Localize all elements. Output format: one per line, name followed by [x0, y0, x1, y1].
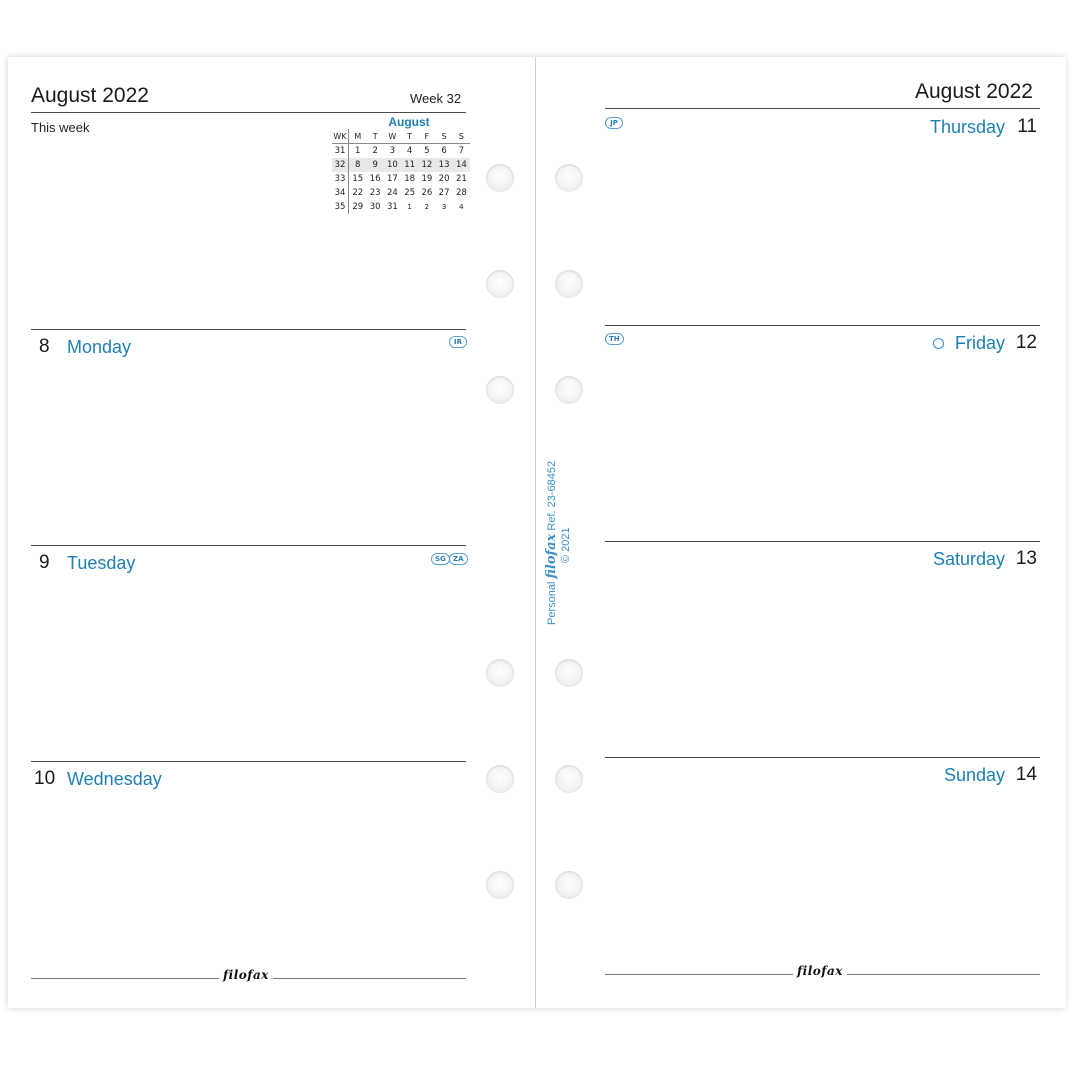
day-cell: 4 [406, 146, 413, 156]
mini-calendar-week-row [332, 186, 470, 200]
day-cell: 23 [369, 188, 381, 198]
day-divider [605, 541, 1040, 542]
punch-hole [486, 164, 514, 192]
mini-calendar-week-row [332, 200, 470, 214]
day-cell: 14 [453, 158, 470, 172]
day-name-thursday: Thursday [929, 117, 1005, 137]
day-cell: 2 [372, 146, 378, 156]
mini-calendar-header: S [453, 129, 470, 144]
punch-hole [486, 270, 514, 298]
day-cell: 31 [386, 202, 398, 212]
day-number-monday: 8 [39, 336, 50, 357]
day-cell: 21 [455, 174, 467, 184]
day-cell: 4 [459, 203, 464, 211]
day-cell: 3 [441, 203, 447, 211]
day-cell: 5 [424, 146, 430, 156]
day-number-friday: 12 [1015, 332, 1037, 353]
day-cell: 18 [404, 174, 416, 184]
full-moon-icon [933, 338, 944, 349]
day-cell: 30 [369, 202, 381, 212]
holiday-badge: TH [605, 333, 624, 345]
mini-calendar-header: T [401, 129, 418, 144]
mini-calendar-week-row [332, 172, 470, 186]
punch-hole [486, 376, 514, 404]
day-cell: 10 [384, 158, 401, 172]
mini-calendar-header: M [349, 129, 367, 144]
day-cell: 16 [369, 174, 381, 184]
header-rule [31, 112, 466, 113]
day-cell: 29 [352, 202, 364, 212]
day-cell: 24 [386, 188, 398, 198]
holiday-badge: JP [605, 117, 623, 129]
week-number-cell: 32 [332, 158, 349, 172]
day-cell: 20 [438, 174, 450, 184]
imprint-ref: Ref. 23-68452 [546, 460, 558, 531]
product-imprint [545, 461, 573, 625]
day-name-sunday: Sunday [943, 765, 1005, 785]
header-rule [605, 108, 1040, 109]
filofax-logo: filofax [219, 968, 273, 982]
day-name-tuesday: Tuesday [67, 553, 136, 573]
mini-calendar-grid [332, 129, 470, 214]
left-page [8, 57, 535, 1008]
day-cell: 28 [455, 188, 467, 198]
holiday-badge: ZA [449, 553, 468, 565]
diary-spread [8, 57, 1065, 1008]
day-cell: 17 [386, 174, 398, 184]
right-month-title: August 2022 [915, 80, 1033, 103]
day-cell: 26 [421, 188, 433, 198]
day-cell: 12 [418, 158, 435, 172]
mini-calendar-header: WK [332, 129, 349, 144]
imprint-brand: filofax [544, 533, 559, 579]
day-cell: 3 [389, 146, 396, 156]
day-cell: 9 [367, 158, 384, 172]
left-month-title: August 2022 [31, 84, 149, 107]
day-cell: 7 [458, 146, 465, 156]
day-cell: 1 [407, 203, 412, 211]
day-cell: 13 [435, 158, 452, 172]
holiday-badge: IR [449, 336, 467, 348]
mini-calendar-header: F [418, 129, 435, 144]
mini-calendar-header: S [435, 129, 452, 144]
this-week-label: This week [31, 120, 90, 135]
day-name-friday: Friday [954, 333, 1005, 353]
day-cell: 2 [424, 203, 430, 211]
day-cell: 19 [421, 174, 433, 184]
day-cell: 6 [441, 146, 447, 156]
imprint-copyright: © 2021 [560, 527, 572, 563]
day-name-wednesday: Wednesday [67, 769, 162, 789]
punch-hole [555, 871, 583, 899]
mini-calendar-month: August [388, 115, 430, 129]
day-number-wednesday: 10 [34, 768, 56, 789]
day-number-thursday: 11 [1017, 116, 1037, 137]
punch-hole [486, 871, 514, 899]
day-cell: 22 [352, 188, 364, 198]
day-divider [31, 329, 466, 330]
day-cell: 27 [438, 188, 450, 198]
week-number-cell: 35 [332, 200, 349, 214]
imprint-size: Personal [546, 581, 558, 625]
day-divider [31, 761, 466, 762]
punch-hole [486, 765, 514, 793]
week-number-label: Week 32 [410, 91, 462, 106]
day-name-saturday: Saturday [932, 549, 1005, 569]
mini-calendar [332, 115, 470, 214]
day-number-sunday: 14 [1015, 764, 1037, 785]
day-number-saturday: 13 [1015, 548, 1037, 569]
day-divider [605, 757, 1040, 758]
punch-hole [555, 765, 583, 793]
mini-calendar-header: T [367, 129, 384, 144]
day-number-tuesday: 9 [39, 552, 50, 573]
punch-hole [486, 659, 514, 687]
filofax-logo: filofax [793, 964, 847, 978]
week-number-cell: 34 [332, 186, 349, 200]
day-cell: 25 [404, 188, 416, 198]
mini-calendar-current-week-row [332, 158, 470, 172]
punch-hole [555, 659, 583, 687]
mini-calendar-week-row [332, 144, 470, 159]
right-page [535, 57, 1066, 1008]
day-divider [31, 545, 466, 546]
day-cell: 11 [401, 158, 418, 172]
punch-hole [555, 164, 583, 192]
week-number-cell: 33 [332, 172, 349, 186]
day-cell: 8 [349, 158, 367, 172]
holiday-badge: SG [431, 553, 450, 565]
punch-hole [555, 270, 583, 298]
punch-hole [555, 376, 583, 404]
day-name-monday: Monday [67, 337, 132, 357]
week-number-cell: 31 [332, 144, 349, 159]
day-divider [605, 325, 1040, 326]
mini-calendar-header: W [384, 129, 401, 144]
day-cell: 1 [355, 146, 361, 156]
day-cell: 15 [352, 174, 364, 184]
